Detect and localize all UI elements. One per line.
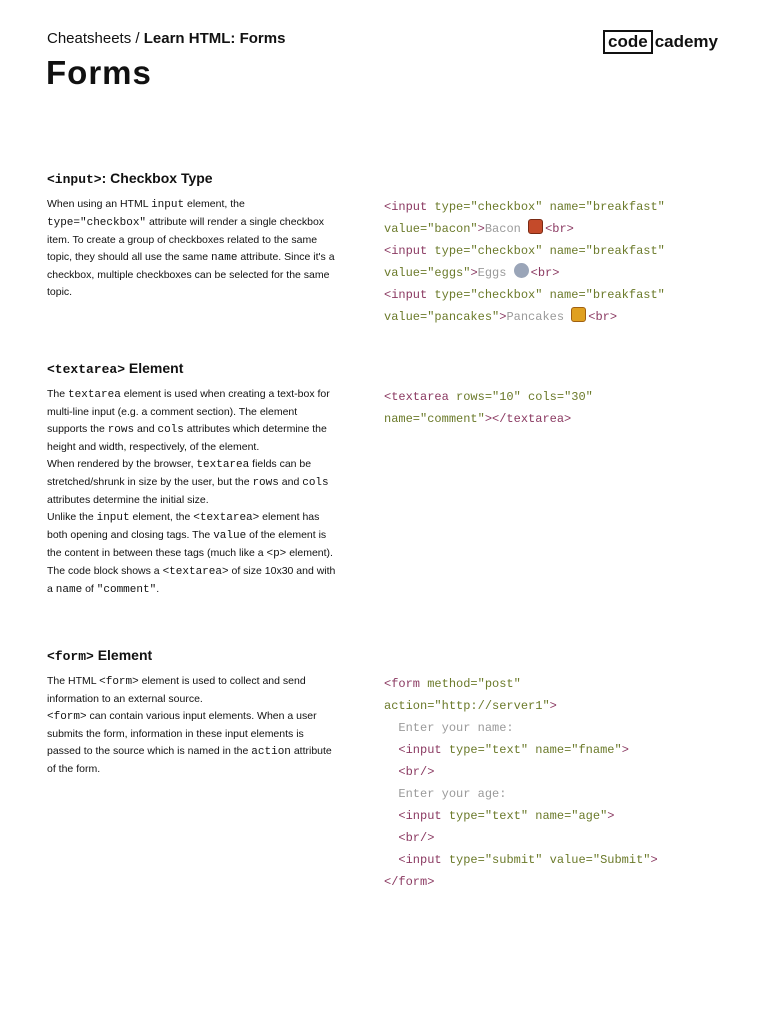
pancakes-emoji-icon <box>571 307 586 322</box>
paragraph <box>47 708 337 778</box>
text: > <box>650 853 658 867</box>
text: "30" <box>564 390 593 404</box>
text: <input <box>384 288 428 302</box>
inline-code: textarea <box>196 459 250 471</box>
inline-code: action <box>251 746 291 758</box>
code-line <box>384 218 754 240</box>
code-line <box>384 695 754 717</box>
text: type= <box>441 853 485 867</box>
text: > <box>621 743 629 757</box>
inline-code: <p> <box>266 548 287 560</box>
text: cols= <box>520 390 565 404</box>
text: name= <box>384 412 421 426</box>
inline-code: <form> <box>99 676 139 688</box>
text: element). The code block shows a <box>47 547 333 577</box>
inline-code: "comment" <box>96 584 157 596</box>
text: When rendered by the browser, <box>47 458 197 470</box>
text: "breakfast" <box>585 288 665 302</box>
text: Eggs <box>477 266 507 280</box>
paragraph <box>47 196 337 301</box>
text: value= <box>384 266 428 280</box>
inline-code: cols <box>157 424 184 436</box>
text: can contain various input elements. When a user submits the form, information in these input elements is passed to the source which is named in the <box>47 710 317 757</box>
text: > <box>477 222 485 236</box>
text: "breakfast" <box>585 244 665 258</box>
text: type= <box>427 200 471 214</box>
text: attribute will render a single checkbox item. To create a group of checkboxes related to the same topic, they should all use the same <box>47 216 325 263</box>
text: </textarea> <box>492 412 572 426</box>
codecademy-logo[interactable] <box>603 30 718 54</box>
text: "Submit" <box>592 853 651 867</box>
text: <input <box>384 244 428 258</box>
inline-code: value <box>213 530 247 542</box>
text: Bacon <box>484 222 521 236</box>
text: The <box>47 388 69 400</box>
text: name= <box>528 743 572 757</box>
text: attribute of the form. <box>47 745 332 775</box>
paragraph <box>47 386 337 456</box>
text: <br> <box>530 266 560 280</box>
text: "checkbox" <box>470 288 543 302</box>
text: > <box>470 266 478 280</box>
text: element, the <box>184 198 245 210</box>
breadcrumb <box>47 30 285 47</box>
textarea-section-title <box>47 360 183 377</box>
text: "breakfast" <box>585 200 665 214</box>
text: method= <box>420 677 478 691</box>
logo-boxed: code <box>603 30 653 54</box>
code-line <box>384 284 754 306</box>
text: When using an HTML <box>47 198 152 210</box>
form-code-block <box>384 673 754 893</box>
breadcrumb-current: Learn HTML: Forms <box>143 30 286 47</box>
inline-code: input <box>96 512 130 524</box>
text: "fname" <box>571 743 622 757</box>
inline-code: input <box>151 199 185 211</box>
text: value= <box>542 853 593 867</box>
text: "bacon" <box>427 222 478 236</box>
title-text: : Checkbox Type <box>101 170 213 186</box>
text: name= <box>528 809 572 823</box>
code-line <box>384 739 754 761</box>
text: action= <box>384 699 435 713</box>
text: Enter your name: <box>398 721 514 735</box>
text: > <box>484 412 493 426</box>
title-code: <form> <box>47 649 94 664</box>
code-line <box>384 761 754 783</box>
inline-code: <textarea> <box>193 512 260 524</box>
text: of size 10x30 and with a <box>47 565 336 595</box>
text: and <box>134 423 158 435</box>
textarea-code-block <box>384 386 754 430</box>
text: type= <box>441 809 485 823</box>
text: "text" <box>484 743 529 757</box>
checkbox-section-title <box>47 170 213 187</box>
text: <br/> <box>398 831 435 845</box>
text: element has both opening and closing tags. The <box>47 511 320 541</box>
text: <br/> <box>398 765 435 779</box>
code-line <box>384 196 754 218</box>
code-line <box>384 306 754 328</box>
text: > <box>607 809 615 823</box>
text: "submit" <box>484 853 543 867</box>
code-line <box>384 849 754 871</box>
text: The HTML <box>47 675 100 687</box>
text: <input <box>398 743 442 757</box>
text: type= <box>427 288 471 302</box>
text: value= <box>384 310 428 324</box>
text: name= <box>542 244 586 258</box>
text: "post" <box>477 677 521 691</box>
text: attributes which determine the height and width, respectively, of the element. <box>47 423 327 453</box>
textarea-description <box>47 386 337 599</box>
inline-code: rows <box>252 477 279 489</box>
text: "10" <box>492 390 521 404</box>
text: and <box>278 476 303 488</box>
text: <textarea <box>384 390 449 404</box>
text: Unlike the <box>47 511 97 523</box>
text: element, the <box>129 511 194 523</box>
form-description <box>47 673 337 778</box>
text: name= <box>542 200 586 214</box>
inline-code: textarea <box>68 389 121 401</box>
paragraph <box>47 673 337 708</box>
text: rows= <box>448 390 493 404</box>
code-line <box>384 673 754 695</box>
checkbox-code-block <box>384 196 754 328</box>
logo-rest: cademy <box>654 32 719 51</box>
text: of <box>82 583 97 595</box>
text: element is used to collect and send information to an external source. <box>47 675 306 705</box>
breadcrumb-prefix[interactable]: Cheatsheets / <box>47 30 144 47</box>
text: "http://server1" <box>434 699 550 713</box>
code-line <box>384 783 754 805</box>
text: "age" <box>571 809 608 823</box>
code-line <box>384 827 754 849</box>
text: "pancakes" <box>427 310 500 324</box>
paragraph <box>47 456 337 509</box>
text: <br> <box>545 222 574 236</box>
code-line <box>384 240 754 262</box>
title-code: <textarea> <box>47 362 126 377</box>
checkbox-description <box>47 196 337 301</box>
text: <form <box>384 677 421 691</box>
text: of the element is the content in between these tags (much like a <box>47 529 327 559</box>
title-text: Element <box>125 360 184 376</box>
text: Pancakes <box>506 310 565 324</box>
code-line <box>384 805 754 827</box>
text: "checkbox" <box>470 244 543 258</box>
inline-code: <textarea> <box>162 566 229 578</box>
text: value= <box>384 222 428 236</box>
text: attribute. Since it's a checkbox, multiple checkboxes can be selected for the same topic. <box>47 251 335 298</box>
bacon-emoji-icon <box>528 219 543 234</box>
inline-code: cols <box>302 477 329 489</box>
title-text: Element <box>93 647 153 663</box>
text: </form> <box>384 875 435 889</box>
text: type= <box>441 743 485 757</box>
form-section-title <box>47 647 152 664</box>
text: <input <box>384 200 428 214</box>
title-code: <input> <box>47 172 102 187</box>
text: Enter your age: <box>398 787 507 801</box>
text: type= <box>427 244 471 258</box>
text: "eggs" <box>427 266 471 280</box>
text: "checkbox" <box>470 200 543 214</box>
inline-code: <form> <box>47 711 87 723</box>
text: <input <box>398 809 442 823</box>
text: "text" <box>484 809 529 823</box>
text: element is used when creating a text-box for multi-line input (e.g. a comment section). The element supports the <box>47 388 330 435</box>
inline-code: name <box>211 252 238 264</box>
inline-code: type="checkbox" <box>47 217 147 229</box>
text: <br> <box>588 310 618 324</box>
inline-code: rows <box>107 424 135 436</box>
text: name= <box>542 288 586 302</box>
egg-emoji-icon <box>514 263 529 278</box>
page-title: Forms <box>46 54 152 91</box>
text: > <box>549 699 557 713</box>
text: "comment" <box>420 412 485 426</box>
text: <input <box>398 853 442 867</box>
code-line <box>384 408 754 430</box>
paragraph <box>47 509 337 599</box>
code-line <box>384 262 754 284</box>
text: > <box>499 310 507 324</box>
code-line <box>384 717 754 739</box>
inline-code: name <box>55 584 83 596</box>
text: attributes determine the initial size. <box>47 494 209 506</box>
code-line <box>384 386 754 408</box>
code-line <box>384 871 754 893</box>
text: fields can be stretched/shrunk in size by the user, but the <box>47 458 312 488</box>
text: . <box>156 583 160 595</box>
